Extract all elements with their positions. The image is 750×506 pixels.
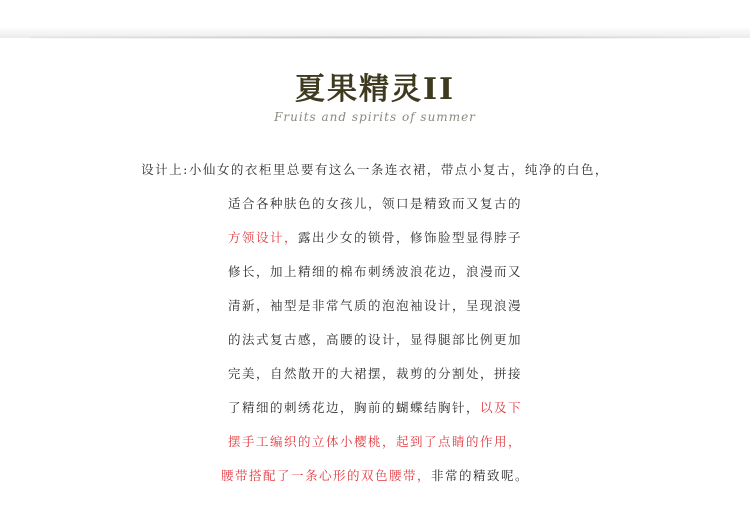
line-1-text: 设计上:小仙女的衣柜里总要有这么一条连衣裙，带点小复古，纯净的白色， bbox=[141, 162, 609, 177]
line-5-text: 清新，袖型是非常气质的泡泡袖设计，呈现浪漫 bbox=[227, 298, 522, 313]
description-line-7 bbox=[0, 362, 750, 396]
description-line-1 bbox=[0, 158, 750, 192]
line-4-text: 修长，加上精细的棉布刺绣波浪花边，浪漫而又 bbox=[227, 264, 522, 279]
page-title: 夏果精灵II bbox=[294, 72, 456, 107]
line-9-highlight: 摆手工编织的立体小樱桃，起到了点睛的作用， bbox=[227, 434, 522, 449]
description-body bbox=[0, 158, 750, 498]
description-line-3 bbox=[0, 226, 750, 260]
line-8-highlight: 以及下 bbox=[480, 400, 523, 415]
page-subtitle: Fruits and spirits of summer bbox=[274, 110, 476, 124]
top-shadow-band bbox=[0, 0, 750, 38]
top-divider bbox=[30, 36, 720, 39]
line-10-text: 非常的精致呢。 bbox=[431, 468, 530, 483]
line-7-text: 完美，自然散开的大裙摆，裁剪的分割处，拼接 bbox=[227, 366, 522, 381]
line-3-highlight: 方领设计， bbox=[227, 230, 298, 245]
description-line-10 bbox=[0, 464, 750, 498]
description-line-9 bbox=[0, 430, 750, 464]
line-8-text: 了精细的刺绣花边，胸前的蝴蝶结胸针， bbox=[227, 400, 480, 415]
line-10-highlight: 腰带搭配了一条心形的双色腰带， bbox=[220, 468, 431, 483]
description-line-6 bbox=[0, 328, 750, 362]
description-line-2 bbox=[0, 192, 750, 226]
line-3-text: 露出少女的锁骨，修饰脸型显得脖子 bbox=[298, 230, 523, 245]
description-line-4 bbox=[0, 260, 750, 294]
description-line-5 bbox=[0, 294, 750, 328]
line-6-text: 的法式复古感，高腰的设计，显得腿部比例更加 bbox=[227, 332, 522, 347]
description-line-8 bbox=[0, 396, 750, 430]
line-2-text: 适合各种肤色的女孩儿，领口是精致而又复古的 bbox=[227, 196, 522, 211]
